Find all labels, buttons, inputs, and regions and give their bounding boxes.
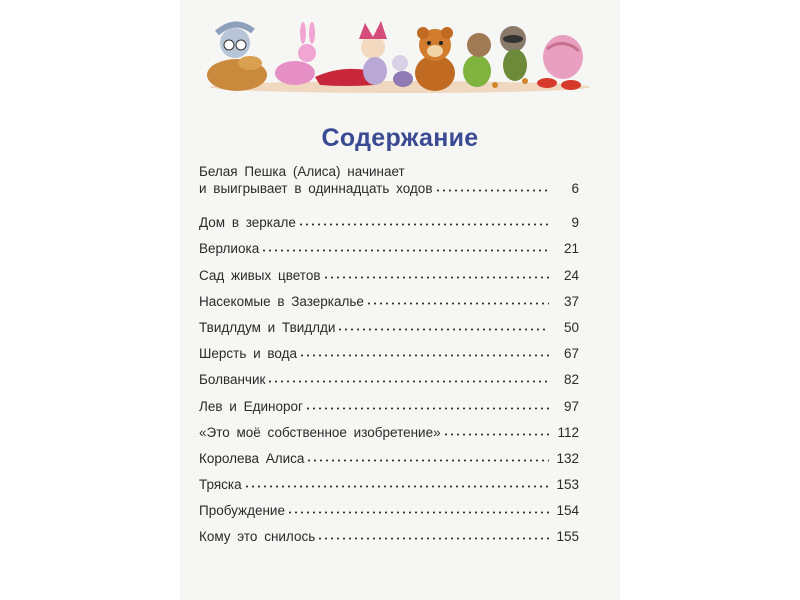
cartoon-characters-illustration <box>195 15 605 100</box>
toc-entry-title: Насекомые в Зазеркалье <box>199 293 364 309</box>
toc-page-number: 6 <box>571 181 579 196</box>
toc-page-number: 154 <box>556 503 579 519</box>
table-of-contents <box>199 163 579 544</box>
toc-entry <box>199 518 579 544</box>
toc-leader-dots <box>305 407 549 410</box>
toc-entry <box>199 361 579 387</box>
toc-leader-dots <box>298 223 549 226</box>
toc-entry <box>199 309 579 335</box>
toc-entry <box>199 466 579 492</box>
toc-entry <box>199 414 579 440</box>
toc-entry-title: Шерсть и вода <box>199 346 298 362</box>
toc-page-number: 132 <box>556 450 579 466</box>
toc-entry <box>199 335 579 361</box>
toc-leader-dots <box>317 537 549 540</box>
toc-page-number: 155 <box>556 529 579 545</box>
toc-page-number: 24 <box>563 267 579 283</box>
toc-page-number: 112 <box>557 424 579 440</box>
toc-entry <box>199 387 579 413</box>
toc-leader-dots <box>323 276 549 279</box>
toc-entry-title: «Это моё собственное изобретение» <box>199 424 441 440</box>
toc-page-number: 82 <box>563 372 579 388</box>
toc-entry <box>199 163 579 204</box>
toc-leader-dots <box>443 433 549 436</box>
toc-entry <box>199 283 579 309</box>
toc-page-number: 153 <box>556 477 579 493</box>
toc-page-number: 67 <box>563 346 579 362</box>
toc-page-number: 37 <box>563 293 579 309</box>
toc-entry <box>199 204 579 230</box>
toc-entry-title: Тряска <box>199 477 242 493</box>
toc-leader-dots <box>306 459 549 462</box>
toc-leader-dots <box>267 380 549 383</box>
toc-leader-dots <box>299 354 549 357</box>
toc-entry-title-line1: Белая Пешка (Алиса) начинает <box>199 164 405 179</box>
toc-leader-dots <box>435 189 550 192</box>
toc-entry <box>199 256 579 282</box>
toc-page-number: 9 <box>571 215 579 231</box>
toc-entry-title: Болванчик <box>199 372 266 388</box>
toc-entry-title: Верлиока <box>199 241 260 257</box>
toc-leader-dots <box>366 302 549 305</box>
toc-leader-dots <box>287 511 549 514</box>
toc-entry <box>199 492 579 518</box>
toc-page-number: 50 <box>563 319 579 335</box>
toc-entry <box>199 440 579 466</box>
toc-page-number: 21 <box>563 241 579 257</box>
toc-entry-title: Пробуждение <box>199 503 285 519</box>
toc-entry-title: Кому это снилось <box>199 529 316 545</box>
toc-leader-dots <box>261 249 549 252</box>
toc-entry <box>199 230 579 256</box>
page-title: Содержание <box>321 124 479 152</box>
toc-leader-dots <box>244 485 549 488</box>
toc-entry-title: Дом в зеркале <box>199 215 296 231</box>
toc-page-number: 97 <box>563 398 579 414</box>
toc-entry-title: Лев и Единорог <box>199 398 303 414</box>
toc-leader-dots <box>337 328 549 331</box>
toc-entry-title: и выигрывает в одиннадцать ходов <box>199 181 433 196</box>
toc-entry-title: Сад живых цветов <box>199 267 321 283</box>
toc-entry-title: Твидлдум и Твидлди <box>199 319 336 335</box>
toc-entry-title: Королева Алиса <box>199 450 305 466</box>
